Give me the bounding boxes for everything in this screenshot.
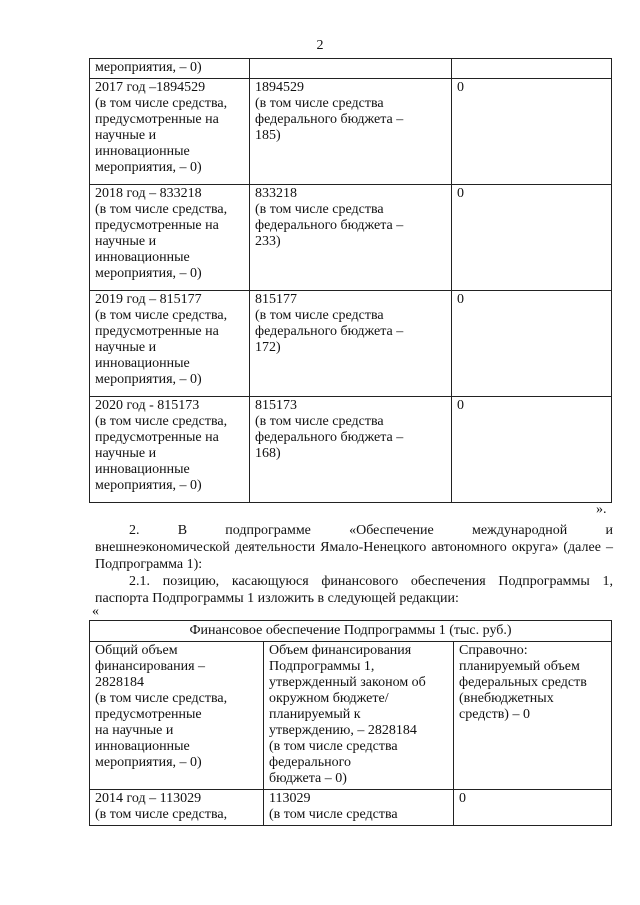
table-row: [90, 291, 612, 397]
table-cell: 815173 (в том числе средства федерального бюджета – 168): [250, 397, 452, 503]
paragraph-2-first-line: 2. В подпрограмме «Обеспечение международной и: [129, 523, 613, 538]
table-cell: мероприятия, – 0): [90, 59, 250, 79]
financing-table-subprogram-1: [89, 620, 612, 826]
table-header-row: [90, 621, 612, 642]
table-cell: 2014 год – 113029 (в том числе средства,: [90, 790, 264, 826]
table-row: [90, 790, 612, 826]
table-row: [90, 79, 612, 185]
table-row: [90, 59, 612, 79]
table-cell: 1894529 (в том числе средства федерального бюджета – 185): [250, 79, 452, 185]
table-cell: 2018 год – 833218 (в том числе средства, предусмотренные на научные и инновационные мероприятия, – 0): [90, 185, 250, 291]
table-cell: [250, 59, 452, 79]
table-cell: 2019 год – 815177 (в том числе средства, предусмотренные на научные и инновационные мероприятия, – 0): [90, 291, 250, 397]
table-cell: 833218 (в том числе средства федерального бюджета – 233): [250, 185, 452, 291]
table-cell: 815177 (в том числе средства федерального бюджета – 172): [250, 291, 452, 397]
table-cell: Справочно: планируемый объем федеральных средств (внебюджетных средств) – 0: [454, 642, 612, 790]
table-cell: 0: [454, 790, 612, 826]
table-row: [90, 642, 612, 790]
table-cell: 2020 год - 815173 (в том числе средства, предусмотренные на научные и инновационные мероприятия, – 0): [90, 397, 250, 503]
page-number: 2: [316, 38, 324, 53]
financing-table-continued: [89, 58, 612, 503]
table-cell: 2017 год –1894529 (в том числе средства, предусмотренные на научные и инновационные мероприятия, – 0): [90, 79, 250, 185]
closing-quote: ».: [596, 502, 607, 517]
table-row: [90, 185, 612, 291]
paragraph-2-1: 2.1. позицию, касающуюся финансового обеспечения Подпрограммы 1, паспорта Подпрограммы 1 изложить в следующей редакции:: [95, 574, 613, 606]
table-header: Финансовое обеспечение Подпрограммы 1 (тыс. руб.): [90, 621, 612, 642]
table-cell: 0: [452, 185, 612, 291]
opening-quote: «: [92, 604, 99, 619]
table-cell: 0: [452, 397, 612, 503]
table-cell: 0: [452, 79, 612, 185]
table-cell: 113029 (в том числе средства: [264, 790, 454, 826]
table-cell: [452, 59, 612, 79]
table-cell: 0: [452, 291, 612, 397]
paragraph-2-rest: внешнеэкономической деятельности Ямало-Ненецкого автономного округа» (далее – Подпрограмма 1):: [95, 540, 613, 572]
table-cell: Объем финансирования Подпрограммы 1, утвержденный законом об окружном бюджете/ планируемый к утверждению, – 2828184 (в том числе средства федерального бюджета – 0): [264, 642, 454, 790]
table-cell: Общий объем финансирования – 2828184 (в том числе средства, предусмотренные на научные и инновационные мероприятия, – 0): [90, 642, 264, 790]
table-row: [90, 397, 612, 503]
